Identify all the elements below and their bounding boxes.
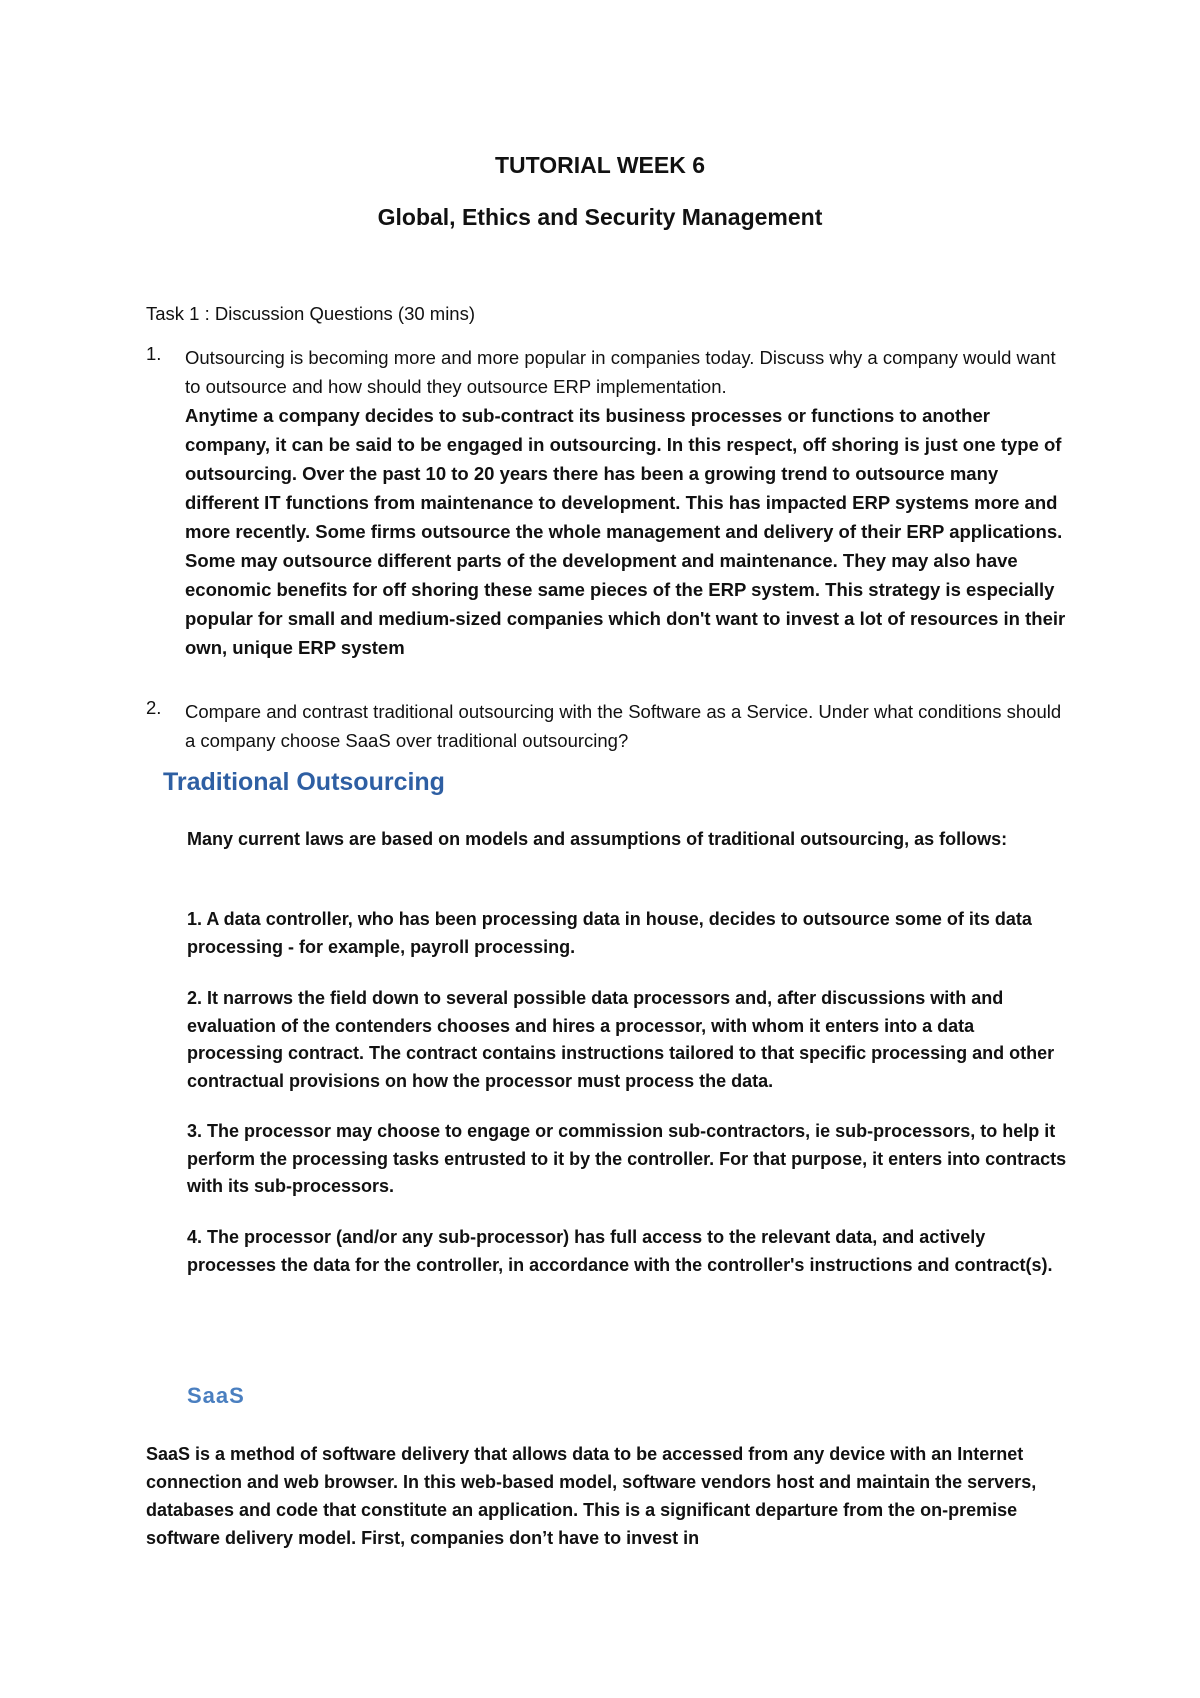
page-subtitle: Global, Ethics and Security Management (377, 204, 823, 230)
traditional-outsourcing-heading: Traditional Outsourcing (163, 768, 445, 796)
traditional-point: 2. It narrows the field down to several possible data processors and, after discussions with and evaluation of the contenders chooses and hires a processor, with whom it enters into a data processing contract. The contract contains instructions tailored to that specific processing and other contractual provisions on how the processor must process the data. (187, 988, 1055, 1091)
answer-text: Anytime a company decides to sub-contract its business processes or functions to another company, it can be said to be engaged in outsourcing. In this respect, off shoring is just one type of outsourcing. Over the past 10 to 20 years there has been a growing trend to outsource many different IT functions from maintenance to development. This has impacted ERP systems more and more recently. Some firms outsource the whole management and delivery of their ERP applications. Some may outsource different parts of the development and maintenance. They may also have economic benefits for off shoring these same pieces of the ERP system. This strategy is especially popular for small and medium-sized companies which don't want to invest a lot of resources in their own, unique ERP system (185, 405, 1066, 658)
traditional-point: 1. A data controller, who has been processing data in house, decides to outsource some of its data processing - for example, payroll processing. (187, 909, 1032, 957)
question-text: Outsourcing is becoming more and more popular in companies today. Discuss why a company would want to outsource and how should they outsource ERP implementation. (185, 347, 1056, 397)
page-title: TUTORIAL WEEK 6 (495, 152, 705, 178)
question-number: 1. (146, 343, 162, 364)
question-1 (146, 343, 1076, 662)
task-label: Task 1 : Discussion Questions (30 mins) (146, 303, 476, 324)
saas-paragraph: SaaS is a method of software delivery that allows data to be accessed from any device with an Internet connection and web browser. In this web-based model, software vendors host and maintain the servers, databases and code that constitute an application. This is a significant departure from the on-premise software delivery model. First, companies don’t have to invest in (146, 1444, 1037, 1548)
traditional-intro: Many current laws are based on models and assumptions of traditional outsourcing, as follows: (187, 829, 1008, 849)
saas-heading: SaaS (187, 1383, 245, 1408)
question-2 (146, 697, 1076, 755)
traditional-point: 4. The processor (and/or any sub-processor) has full access to the relevant data, and actively processes the data for the controller, in accordance with the controller's instructions and contract(s). (187, 1227, 1053, 1275)
question-number: 2. (146, 697, 162, 718)
traditional-point: 3. The processor may choose to engage or commission sub-contractors, ie sub-processors, to help it perform the processing tasks entrusted to it by the controller. For that purpose, it enters into contracts with its sub-processors. (187, 1121, 1067, 1196)
question-text: Compare and contrast traditional outsourcing with the Software as a Service. Under what conditions should a company choose SaaS over traditional outsourcing? (185, 701, 1062, 751)
